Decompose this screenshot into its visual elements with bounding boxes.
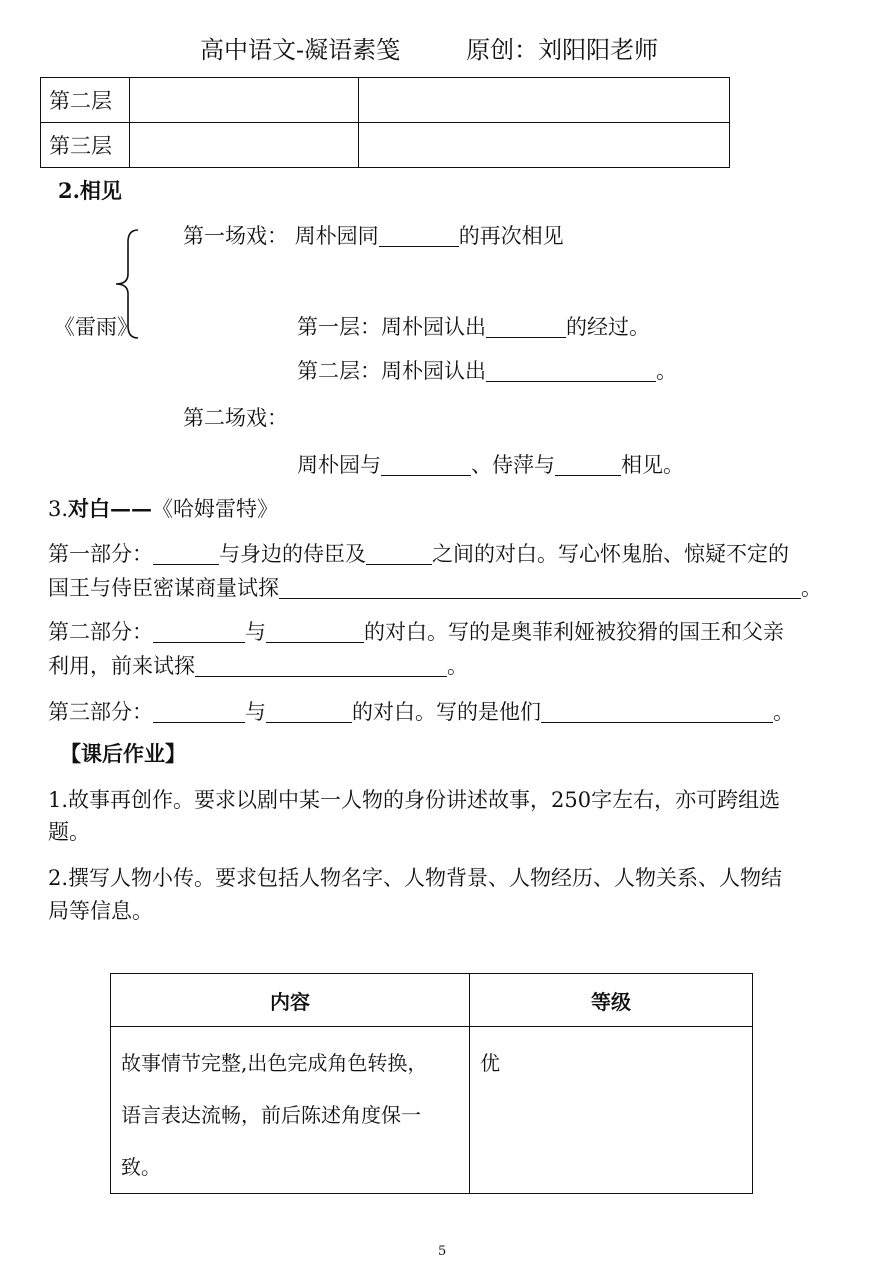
header-title: 高中语文-凝语素笺 [200,36,401,64]
part2-end: 。 [447,654,468,678]
homework-item2-line1: 2.撰写人物小传。要求包括人物名字、人物背景、人物经历、人物关系、人物结 [48,866,783,890]
part2-line1 [48,617,784,647]
table-cell [359,78,730,123]
part3-label: 第三部分： [48,700,153,724]
fill-blank [279,574,801,599]
part2-line2-text: 利用，前来试探 [48,654,195,678]
scene1-suffix: 的再次相见 [458,224,564,248]
part1-line2 [48,573,822,603]
table-row [111,974,753,1027]
part1-tail: 之间的对白。写心怀鬼胎、惊疑不定的 [432,542,789,566]
homework-item2-line2: 局等信息。 [48,899,153,923]
fill-blank [379,222,459,247]
fill-blank [486,357,656,382]
table-cell [359,123,730,168]
grading-table [110,973,753,1194]
page-number: 5 [438,1244,447,1259]
homework-item1-line2: 题。 [48,820,90,844]
part2-tail: 的对白。写的是奥菲利娅被狡猾的国王和父亲 [364,620,784,644]
criteria-line: 故事情节完整,出色完成角色转换， [121,1051,428,1075]
part3-end: 。 [773,700,794,724]
layer2-line [297,356,677,386]
fill-blank [555,451,621,476]
layer1-prefix: 第一层：周朴园认出 [297,315,486,339]
part2-mid: 与 [245,620,266,644]
section3-number: 3. [48,497,69,521]
scene2-label: 第二场戏： [183,406,288,430]
scene1-prefix: 第一场戏： 周朴园同 [183,224,379,248]
fill-blank [266,618,364,643]
fill-blank [195,652,447,677]
layer-table [40,77,730,168]
criteria-line: 语言表达流畅，前后陈述角度保一 [121,1103,421,1127]
part2-line2 [48,651,468,681]
section-heading: 2.相见 [58,178,122,203]
homework-heading: 【课后作业】 [60,741,186,766]
section3-heading [48,494,278,524]
table-row [111,1027,753,1194]
part1-mid: 与身边的侍臣及 [219,542,366,566]
part1-end: 。 [801,576,822,600]
part2-label: 第二部分： [48,620,153,644]
part3-line [48,697,794,727]
homework-item1-line1: 1.故事再创作。要求以剧中某一人物的身份讲述故事，250字左右，亦可跨组选 [48,788,781,812]
row-label: 第二层 [41,78,130,123]
scene2-part2: 、侍萍与 [471,453,555,477]
fill-blank [366,540,432,565]
scene2-part3: 相见。 [621,453,684,477]
part1-label: 第一部分： [48,542,153,566]
layer1-suffix: 的经过。 [566,315,650,339]
fill-blank [541,698,773,723]
layer2-suffix: 。 [656,359,677,383]
row-label: 第三层 [41,123,130,168]
work-title: 《雷雨》 [54,315,138,339]
fill-blank [153,698,245,723]
fill-blank [153,540,219,565]
scene1-line [183,221,564,251]
layer2-prefix: 第二层：周朴园认出 [297,359,486,383]
criteria-line: 致。 [121,1155,161,1179]
header-author: 原创：刘阳阳老师 [466,36,659,64]
page-header [200,30,658,65]
header-content: 内容 [111,974,470,1027]
fill-blank [486,313,566,338]
grade-cell: 优 [470,1027,753,1194]
fill-blank [266,698,352,723]
table-cell [130,78,359,123]
table-row [41,123,730,168]
section3-title: 对白—— [68,496,153,521]
scene2-line [297,450,684,480]
table-row [41,78,730,123]
layer1-line [297,312,650,342]
section3-work: 《哈姆雷特》 [152,497,279,521]
fill-blank [153,618,245,643]
part1-line2-text: 国王与侍臣密谋商量试探 [48,576,279,600]
scene2-part1: 周朴园与 [297,453,381,477]
table-cell [130,123,359,168]
header-grade: 等级 [470,974,753,1027]
part3-mid: 与 [245,700,266,724]
part3-tail: 的对白。写的是他们 [352,700,541,724]
part1-line1 [48,539,789,569]
criteria-cell [111,1027,470,1194]
fill-blank [381,451,471,476]
